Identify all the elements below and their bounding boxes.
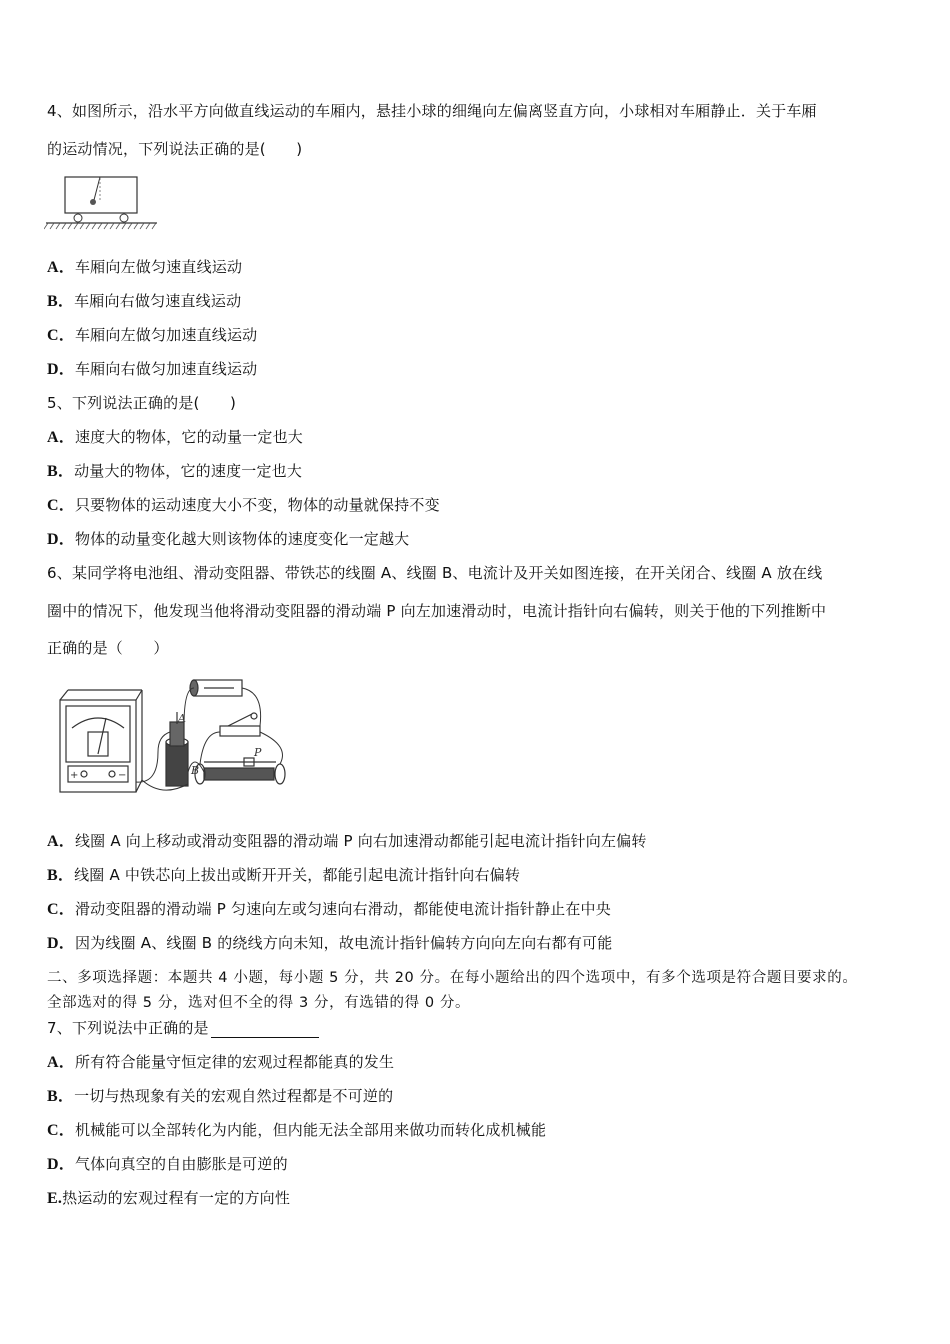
pendulum-string	[94, 177, 100, 200]
q4-carriage-figure	[44, 172, 159, 234]
q7-option-b: B．一切与热现象有关的宏观自然过程都是不可逆的	[47, 1087, 394, 1105]
coil-b-label: B	[191, 764, 200, 777]
q6-option-b: B．线圈 A 中铁芯向上拔出或断开开关，都能引起电流计指针向右偏转	[47, 866, 521, 884]
q7-stem: 7、下列说法中正确的是	[47, 1018, 319, 1038]
pendulum-ball	[90, 199, 96, 205]
q7-option-a: A．所有符合能量守恒定律的宏观过程都能真的发生	[47, 1053, 395, 1071]
carriage-body	[65, 177, 137, 213]
q6-circuit-figure	[54, 672, 294, 802]
section2-line1: 二、多项选择题：本题共 4 小题，每小题 5 分，共 20 分。在每小题给出的四个选项中，有多个选项是符合题目要求的。	[47, 970, 858, 986]
q6-stem-line3: 正确的是（ ）	[47, 639, 169, 657]
meter-minus-label: −	[118, 770, 127, 781]
wheel-left	[74, 214, 82, 222]
q5-option-c: C．只要物体的运动速度大小不变，物体的动量就保持不变	[47, 496, 440, 514]
q5-option-d: D．物体的动量变化越大则该物体的速度变化一定越大	[47, 530, 410, 548]
q4-option-a: A．车厢向左做匀速直线运动	[47, 258, 243, 276]
coil-a-label: A	[178, 712, 186, 725]
q5-stem: 5、下列说法正确的是( )	[47, 394, 237, 412]
switch	[220, 713, 260, 736]
answer-blank	[211, 1021, 319, 1038]
rheostat	[195, 758, 285, 784]
q6-option-d: D．因为线圈 A、线圈 B 的绕线方向未知，故电流计指针偏转方向向左向右都有可能	[47, 934, 613, 952]
q4-stem-line1: 4、如图所示，沿水平方向做直线运动的车厢内，悬挂小球的细绳向左偏离竖直方向，小球相对车厢静止．关于车厢	[47, 102, 817, 120]
q5-option-a: A．速度大的物体，它的动量一定也大	[47, 428, 303, 446]
q6-stem-line1: 6、某同学将电池组、滑动变阻器、带铁芯的线圈 A、线圈 B、电流计及开关如图连接，在开关闭合、线圈 A 放在线	[47, 564, 823, 582]
meter-plus-label: +	[70, 770, 79, 781]
q4-option-b: B．车厢向右做匀速直线运动	[47, 292, 242, 310]
q5-option-b: B．动量大的物体，它的速度一定也大	[47, 462, 303, 480]
q4-option-c: C．车厢向左做匀加速直线运动	[47, 326, 258, 344]
battery	[190, 680, 242, 696]
q4-option-d: D．车厢向右做匀加速直线运动	[47, 360, 258, 378]
q6-stem-line2: 圈中的情况下，他发现当他将滑动变阻器的滑动端 P 向左加速滑动时，电流计指针向右偏转，则关于他的下列推断中	[47, 602, 827, 620]
ground-hatch	[44, 223, 156, 229]
q7-option-c: C．机械能可以全部转化为内能，但内能无法全部用来做功而转化成机械能	[47, 1121, 547, 1139]
q7-option-e: E.热运动的宏观过程有一定的方向性	[47, 1189, 291, 1207]
wheel-right	[120, 214, 128, 222]
q6-option-a: A．线圈 A 向上移动或滑动变阻器的滑动端 P 向右加速滑动都能引起电流计指针向左偏转	[47, 832, 647, 850]
q4-stem-line2: 的运动情况，下列说法正确的是( )	[47, 140, 303, 158]
slider-p-label: P	[254, 746, 262, 759]
section2-line2: 全部选对的得 5 分，选对但不全的得 3 分，有选错的得 0 分。	[47, 995, 471, 1011]
q7-option-d: D．气体向真空的自由膨胀是可逆的	[47, 1155, 288, 1173]
q6-option-c: C．滑动变阻器的滑动端 P 匀速向左或匀速向右滑动，都能使电流计指针静止在中央	[47, 900, 611, 918]
